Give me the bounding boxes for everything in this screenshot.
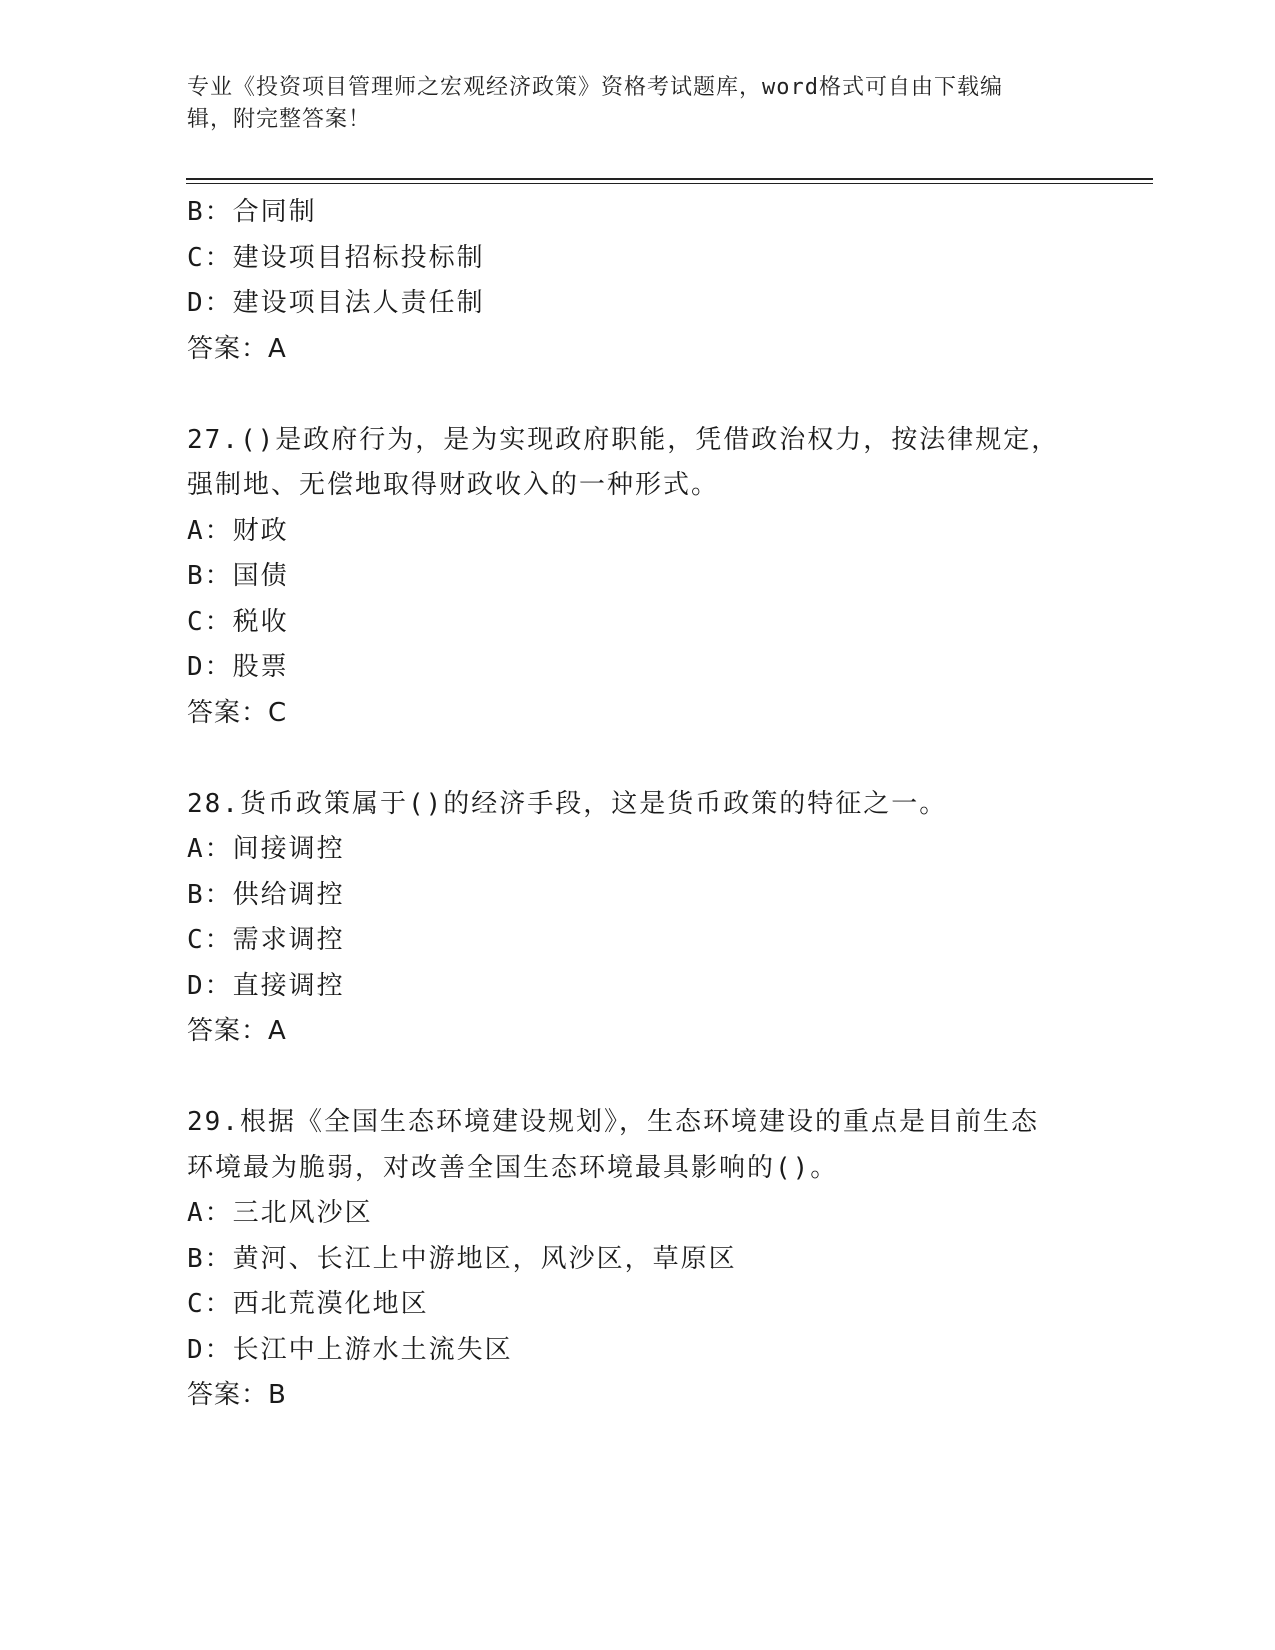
- answer-line: 答案：B: [187, 1380, 287, 1410]
- option-b: B：供给调控: [187, 879, 345, 910]
- question-27: [187, 418, 1087, 737]
- option-d: D：直接调控: [187, 970, 345, 1001]
- option-a: A：财政: [187, 515, 289, 546]
- option-c: C：建设项目招标投标制: [187, 242, 485, 273]
- header-line-2: 辑，附完整答案！: [187, 107, 372, 132]
- option-b: B：黄河、长江上中游地区，风沙区，草原区: [187, 1243, 737, 1274]
- option-d: D：股票: [187, 652, 289, 682]
- option-a: A：间接调控: [187, 834, 345, 864]
- question-29: [187, 1100, 1087, 1419]
- answer-line: 答案：A: [187, 1016, 287, 1046]
- option-a: A：三北风沙区: [187, 1198, 373, 1228]
- continued-question: [187, 190, 1087, 372]
- option-d: D：建设项目法人责任制: [187, 288, 485, 318]
- header-divider-thick: [186, 178, 1153, 180]
- question-text-line: 环境最为脆弱，对改善全国生态环境最具影响的()。: [187, 1152, 839, 1183]
- spacer: [187, 736, 1087, 782]
- spacer: [187, 1055, 1087, 1101]
- spacer: [187, 372, 1087, 418]
- question-text-line: 28.货币政策属于()的经济手段，这是货币政策的特征之一。: [187, 788, 948, 819]
- answer-line: 答案：A: [187, 333, 287, 364]
- question-text-line: 27.()是政府行为，是为实现政府职能，凭借政治权力，按法律规定，: [187, 424, 1060, 455]
- option-c: C：税收: [187, 606, 289, 637]
- option-c: C：需求调控: [187, 925, 345, 955]
- question-text-line: 29.根据《全国生态环境建设规划》，生态环境建设的重点是目前生态: [187, 1107, 1039, 1137]
- header-line-1: 专业《投资项目管理师之宏观经济政策》资格考试题库，word格式可自由下载编: [187, 75, 1003, 100]
- option-b: B：国债: [187, 561, 289, 591]
- answer-line: 答案：C: [187, 697, 288, 728]
- header-divider-thin: [186, 183, 1153, 184]
- question-text-line: 强制地、无偿地取得财政收入的一种形式。: [187, 470, 720, 500]
- question-content: [187, 190, 1087, 1419]
- document-header: [187, 72, 1067, 136]
- option-b: B：合同制: [187, 197, 317, 227]
- option-c: C：西北荒漠化地区: [187, 1289, 429, 1319]
- question-28: [187, 782, 1087, 1055]
- option-d: D：长江中上游水土流失区: [187, 1334, 513, 1365]
